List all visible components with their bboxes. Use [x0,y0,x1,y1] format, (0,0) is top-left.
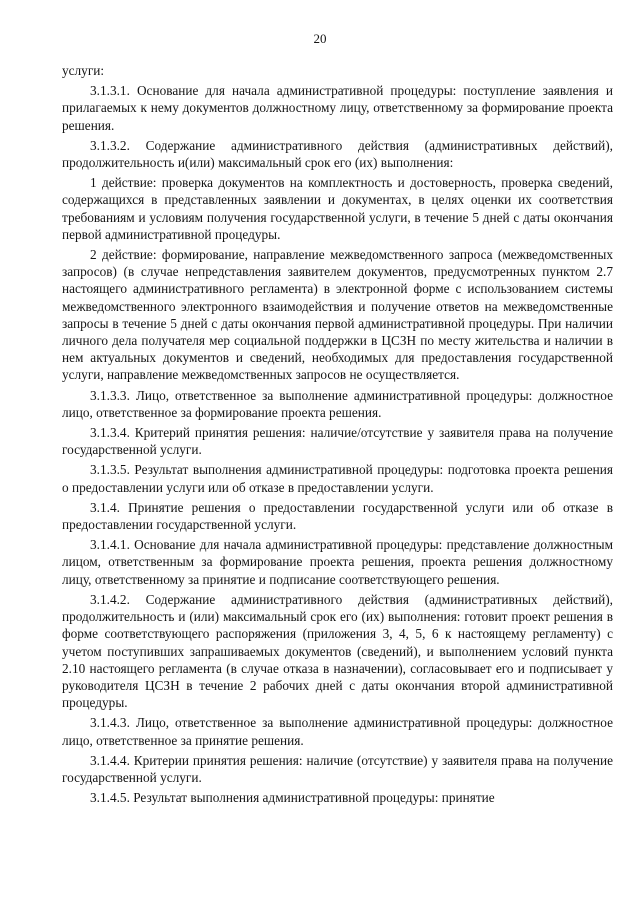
paragraph-3-1-3-1: 3.1.3.1. Основание для начала административной процедуры: поступление заявления и прилагаемых к нему документов должностному лицу, ответственному за формирование проекта решения. [62,83,613,133]
paragraph-action-1: 1 действие: проверка документов на комплектность и достоверность, проверка сведений, содержащихся в представленных заявлении и документах, в целях оценки их соответствия требованиям и условиям получения государственной услуги, в течение 5 дней с даты окончания первой административной процедуры. [62,175,613,242]
paragraph-3-1-4: 3.1.4. Принятие решения о предоставлении государственной услуги или об отказе в предоставлении государственной услуги. [62,499,613,533]
paragraph-action-2: 2 действие: формирование, направление межведомственного запроса (межведомственных запросов) (в случае непредставления заявителем документов, предусмотренных пунктом 2.7 настоящего административного регламента) в электронной форме с использованием системы межведомственного электронного взаимодействия и получение ответов на межведомственные запросы в течение 5 дней с даты окончания первой административной процедуры. При наличии личного дела получателя мер социальной поддержки в ЦСЗН по месту жительства и наличии в нем актуальных документов и сведений, необходимых для предоставления государственной услуги, направление межведомственных запросов не осуществляется. [62,247,613,383]
paragraph-3-1-3-4: 3.1.3.4. Критерий принятия решения: наличие/отсутствие у заявителя права на получение государственной услуги. [62,425,613,458]
paragraph-3-1-3-2: 3.1.3.2. Содержание административного действия (административных действий), продолжительность и(или) максимальный срок его (их) выполнения: [62,137,613,171]
paragraph-3-1-3-3: 3.1.3.3. Лицо, ответственное за выполнение административной процедуры: должностное лицо, ответственное за формирование проекта решения. [62,387,613,420]
paragraph-3-1-4-3: 3.1.4.3. Лицо, ответственное за выполнение административной процедуры: должностное лицо, ответственное за принятие решения. [62,715,613,748]
paragraph-3-1-4-4: 3.1.4.4. Критерии принятия решения: наличие (отсутствие) у заявителя права на получение государственной услуги. [62,752,613,785]
paragraph-3-1-4-1: 3.1.4.1. Основание для начала административной процедуры: представление должностным лицом, ответственным за формирование проекта решения, проекта решения должностному лицу, ответственному за принятие и подписание соответствующего решения. [62,537,613,587]
page-number: 20 [313,31,327,46]
paragraph-continuation: услуги: [62,63,105,78]
paragraph-3-1-4-2: 3.1.4.2. Содержание административного действия (административных действий), продолжительность и (или) максимальный срок его (их) выполнения: готовит проект решения в форме соответствующего распоряжения (приложения 3, 4, 5, 6 к настоящему регламенту) с учетом поступивших запрашиваемых документов (сведений), и выполнением условий пункта 2.10 настоящего регламента (в случае отказа в назначении), согласовывает его и подписывает у руководителя ЦСЗН в течение 2 рабочих дней с даты окончания второй административной процедуры. [62,591,613,711]
paragraph-3-1-4-5: 3.1.4.5. Результат выполнения административной процедуры: принятие [90,790,495,806]
paragraph-3-1-3-5: 3.1.3.5. Результат выполнения административной процедуры: подготовка проекта решения о предоставлении услуги или об отказе в предоставлении услуги. [62,462,613,495]
document-body [62,62,613,809]
